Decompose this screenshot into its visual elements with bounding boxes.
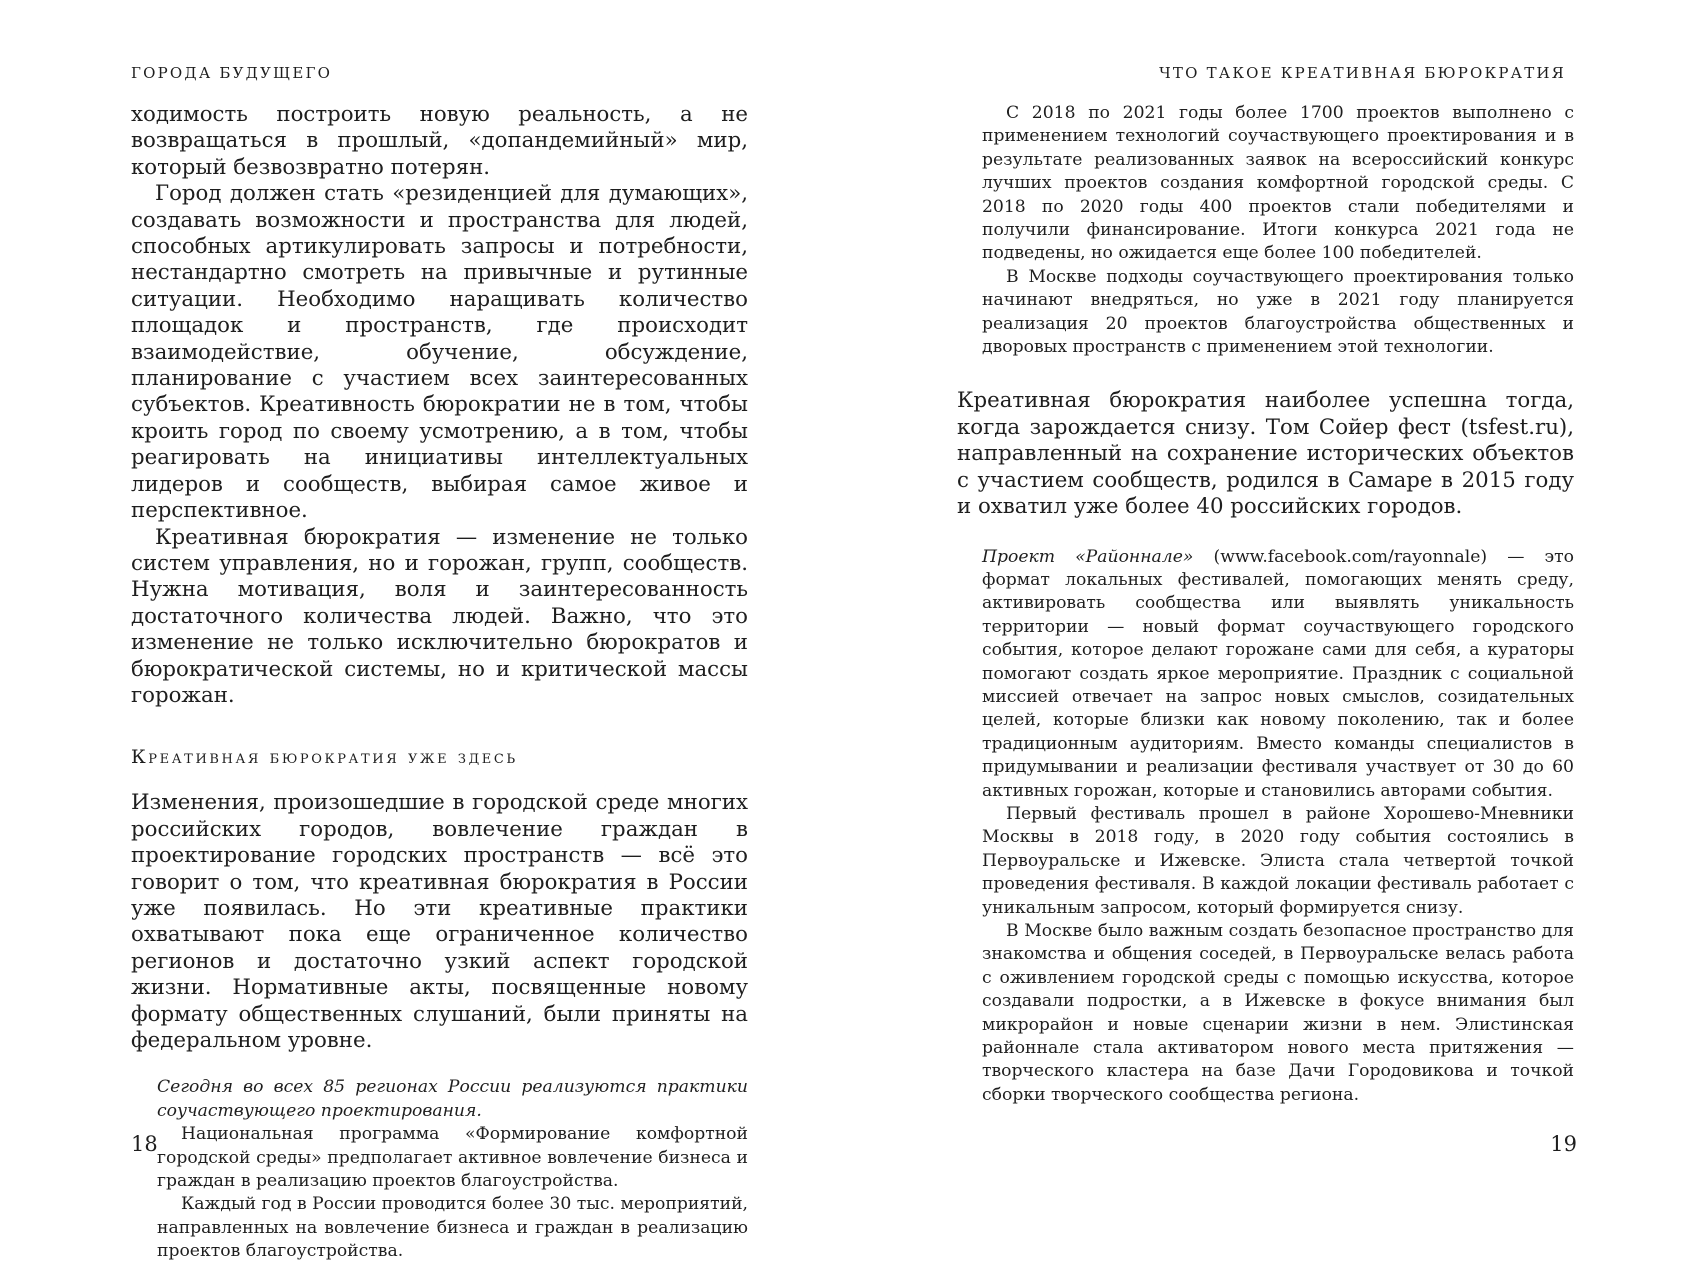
sidebar-box-left xyxy=(131,1076,748,1263)
left-text-column xyxy=(131,102,748,1264)
paragraph: ходимость построить новую реальность, а не возвращаться в прошлый, «допандемийный» мир, который безвозвратно потерян. xyxy=(131,102,748,180)
box-paragraph: В Москве было важным создать безопасное пространство для знакомства и общения соседей, в Первоуральске велась работа с оживлением городской среды с помощью искусства, которое создавали подростки, а в Ижевске в фокусе внимания был микрорайон и новые сценарии жизни в нем. Элистинская районнале стала активатором нового места притяжения — творческого кластера на базе Дачи Городовикова и точкой сборки творческого сообщества региона. xyxy=(982,921,1574,1105)
sidebar-box-top xyxy=(957,102,1574,359)
left-page xyxy=(0,0,844,1262)
box-paragraph: Первый фестиваль прошел в районе Хорошево-Мневники Москвы в 2018 году, в 2020 году события состоялись в Первоуральске и Ижевске. Элиста стала четвертой точкой проведения фестиваля. В каждой локации фестиваль работает с уникальным запросом, который формируется снизу. xyxy=(982,803,1574,918)
right-text-column xyxy=(957,102,1574,1107)
box-italic-lead: Проект «Районнале» xyxy=(982,546,1194,567)
page-number-left: 18 xyxy=(131,1132,158,1156)
left-main-text xyxy=(131,102,748,709)
box-italic-lead: Сегодня во всех 85 регионах России реализуются практики соучаствующего проектирования. xyxy=(157,1077,748,1121)
paragraph: Креативная бюрократия — изменение не только систем управления, но и горожан, групп, сообществ. Нужна мотивация, воля и заинтересованность достаточного количества людей. Важно, что это изменение не только исключительно бюрократов и бюрократической системы, но и критической массы горожан. xyxy=(131,524,748,708)
page-number-right: 19 xyxy=(1550,1132,1577,1156)
running-head-left: ГОРОДА БУДУЩЕГО xyxy=(131,64,333,82)
section-heading: Креативная бюрократия уже здесь xyxy=(131,746,518,769)
box-paragraph: Проект «Районнале» (www.facebook.com/rayonnale) — это формат локальных фестивалей, помогающих менять среду, активировать сообщества или выявлять уникальность территории — новый формат соучаствующего городского события, которое делают горожане сами для себя, а кураторы помогают создать яркое мероприятие. Праздник с социальной миссией отвечает на запрос новых смыслов, созидательных целей, которые близки как новому поколению, так и более традиционным аудиториям. Вместо команды специалистов в придумывании и реализации фестиваля участвует от 30 до 60 активных горожан, которые и становились авторами события. xyxy=(982,546,1574,801)
paragraph: Город должен стать «резиденцией для думающих», создавать возможности и пространства для людей, способных артикулировать запросы и потребности, нестандартно смотреть на привычные и рутинные ситуации. Необходимо наращивать количество площадок и пространств, где происходит взаимодействие, обучение, обсуждение, планирование с участием всех заинтересованных субъектов. Креативность бюрократии не в том, чтобы кроить город по своему усмотрению, а в том, чтобы реагировать на инициативы интеллектуальных лидеров и сообществ, выбирая самое живое и перспективное. xyxy=(131,181,748,524)
box-paragraph: С 2018 по 2021 годы более 1700 проектов выполнено с применением технологий соучаствующего проектирования и в результате реализованных заявок на всероссийский конкурс лучших проектов создания комфортной городской среды. С 2018 по 2020 годы 400 проектов стали победителями и получили финансирование. Итоги конкурса 2021 года не подведены, но ожидается еще более 100 победителей. xyxy=(982,103,1574,264)
paragraph: Креативная бюрократия наиболее успешна тогда, когда зарождается снизу. Том Сойер фест (tsfest.ru), направленный на сохранение исторических объектов с участием сообществ, родился в Самаре в 2015 году и охватил уже более 40 российских городов. xyxy=(957,388,1574,520)
section-text xyxy=(131,790,748,1054)
paragraph: Изменения, произошедшие в городской среде многих российских городов, вовлечение граждан в проектирование городских пространств — всё это говорит о том, что креативная бюрократия в России уже появилась. Но эти креативные практики охватывают пока еще ограниченное количество регионов и достаточно узкий аспект городской жизни. Нормативные акты, посвященные новому формату общественных слушаний, были приняты на федеральном уровне. xyxy=(131,790,748,1053)
box-paragraph: В Москве подходы соучаствующего проектирования только начинают внедряться, но уже в 2021 году планируется реализация 20 проектов благоустройства общественных и дворовых пространств с применением этой технологии. xyxy=(982,266,1574,358)
right-main-text xyxy=(957,388,1574,520)
sidebar-box-bottom xyxy=(957,546,1574,1108)
running-head-right: ЧТО ТАКОЕ КРЕАТИВНАЯ БЮРОКРАТИЯ xyxy=(1159,64,1566,82)
box-paragraph: Национальная программа «Формирование комфортной городской среды» предполагает активное вовлечение бизнеса и граждан в реализацию проектов благоустройства. xyxy=(157,1124,748,1192)
box-paragraph: Каждый год в России проводится более 30 тыс. мероприятий, направленных на вовлечение бизнеса и граждан в реализацию проектов благоустройства. xyxy=(157,1194,748,1262)
right-page xyxy=(845,0,1689,1241)
